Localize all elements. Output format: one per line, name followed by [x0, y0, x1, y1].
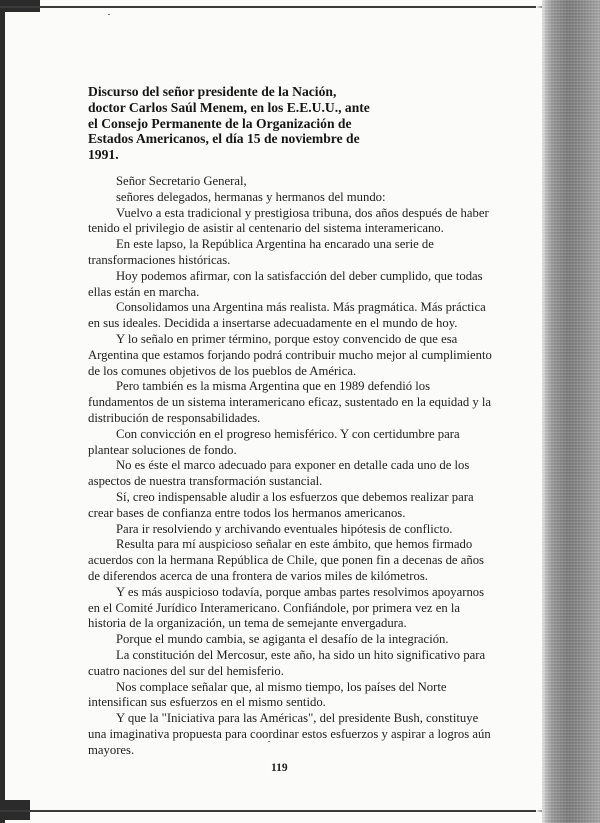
scan-top-edge [0, 6, 548, 8]
body-line: una imaginativa propuesta para coordinar estos esfuerzos y aspirar a logros aún [88, 726, 491, 741]
heading-line: doctor Carlos Saúl Menem, en los E.E.U.U., ante [88, 99, 370, 115]
heading-line: el Consejo Permanente de la Organización de [88, 115, 352, 131]
speech-body [88, 174, 512, 758]
body-line: En este lapso, la República Argentina ha encarado una serie de [116, 237, 434, 252]
heading-line: Estados Americanos, el día 15 de noviembre de [88, 131, 360, 147]
body-line: Y es más auspicioso todavía, porque ambas partes resolvimos apoyarnos [116, 584, 485, 599]
body-line: Para ir resolviendo y archivando eventuales hipótesis de conflicto. [116, 521, 453, 536]
binding-fade [536, 0, 546, 823]
body-line: Nos complace señalar que, al mismo tiempo, los países del Norte [116, 679, 447, 694]
heading-line: 1991. [88, 147, 119, 163]
body-line: historia de la organización, un tema de semejante envergadura. [88, 616, 407, 631]
body-line: intensifican sus esfuerzos en el mismo sentido. [88, 695, 326, 710]
body-line: Con convicción en el progreso hemisférico. Y con certidumbre para [116, 426, 460, 441]
body-line: en sus ideales. Decidida a insertarse adecuadamente en el mundo de hoy. [88, 316, 458, 331]
body-line: Pero también es la misma Argentina que en 1989 defendió los [116, 379, 431, 394]
body-line: Hoy podemos afirmar, con la satisfacción del deber cumplido, que todas [116, 268, 483, 283]
body-line: Y que la "Iniciativa para las Américas", del presidente Bush, constituye [116, 711, 479, 726]
body-line: transformaciones históricas. [88, 252, 231, 267]
body-line: fundamentos de un sistema interamericano eficaz, sustentado en la equidad y la [88, 395, 492, 410]
body-line: Sí, creo indispensable aludir a los esfuerzos que debemos realizar para [116, 489, 474, 504]
body-line: de los comunes objetivos de los pueblos de América. [88, 363, 357, 378]
body-line: crear bases de confianza entre todos los hermanos americanos. [88, 505, 406, 520]
body-line: Y lo señalo en primer término, porque estoy convencido de que esa [116, 331, 458, 346]
binding-shadow [542, 0, 600, 823]
heading-line: Discurso del señor presidente de la Nación, [88, 84, 337, 99]
body-line: en el Comité Jurídico Interamericano. Confiándole, por primera vez en la [88, 600, 461, 615]
body-line: mayores. [88, 742, 135, 757]
body-line: cuatro naciones del sur del hemisferio. [88, 663, 284, 678]
body-line: ellas están en marcha. [88, 284, 200, 299]
body-line: plantear soluciones de fondo. [88, 442, 237, 457]
body-line: tenido el privilegio de asistir al centenario del sistema interamericano. [88, 221, 444, 236]
body-line: señores delegados, hermanas y hermanos del mundo: [116, 189, 386, 204]
scan-speck [268, 741, 270, 742]
body-line: Señor Secretario General, [116, 174, 247, 188]
page-number: 119 [271, 762, 288, 774]
body-line: distribución de responsabilidades. [88, 410, 261, 425]
body-line: Argentina que estamos forjando podrá contribuir mucho mejor al cumplimiento [88, 347, 492, 362]
body-line: de diferendos acerca de una frontera de varios miles de kilómetros. [88, 568, 428, 583]
body-line: Porque el mundo cambia, se agiganta el desafío de la integración. [116, 632, 449, 647]
scan-bottom-edge [0, 810, 548, 812]
scan-speck [108, 14, 110, 15]
speech-heading [88, 84, 388, 163]
body-line: Vuelvo a esta tradicional y prestigiosa tribuna, dos años después de haber [116, 205, 489, 220]
body-line: Resulta para mí auspicioso señalar en este ámbito, que hemos firmado [116, 537, 473, 552]
body-line: Consolidamos una Argentina más realista. Más pragmática. Más práctica [116, 300, 486, 315]
body-line: aspectos de nuestra transformación sustancial. [88, 474, 323, 489]
body-line: La constitución del Mercosur, este año, ha sido un hito significativo para [116, 647, 486, 662]
body-line: No es éste el marco adecuado para exponer en detalle cada uno de los [116, 458, 470, 473]
scan-left-edge [0, 0, 5, 823]
body-line: acuerdos con la hermana República de Chile, que ponen fin a decenas de años [88, 553, 484, 568]
